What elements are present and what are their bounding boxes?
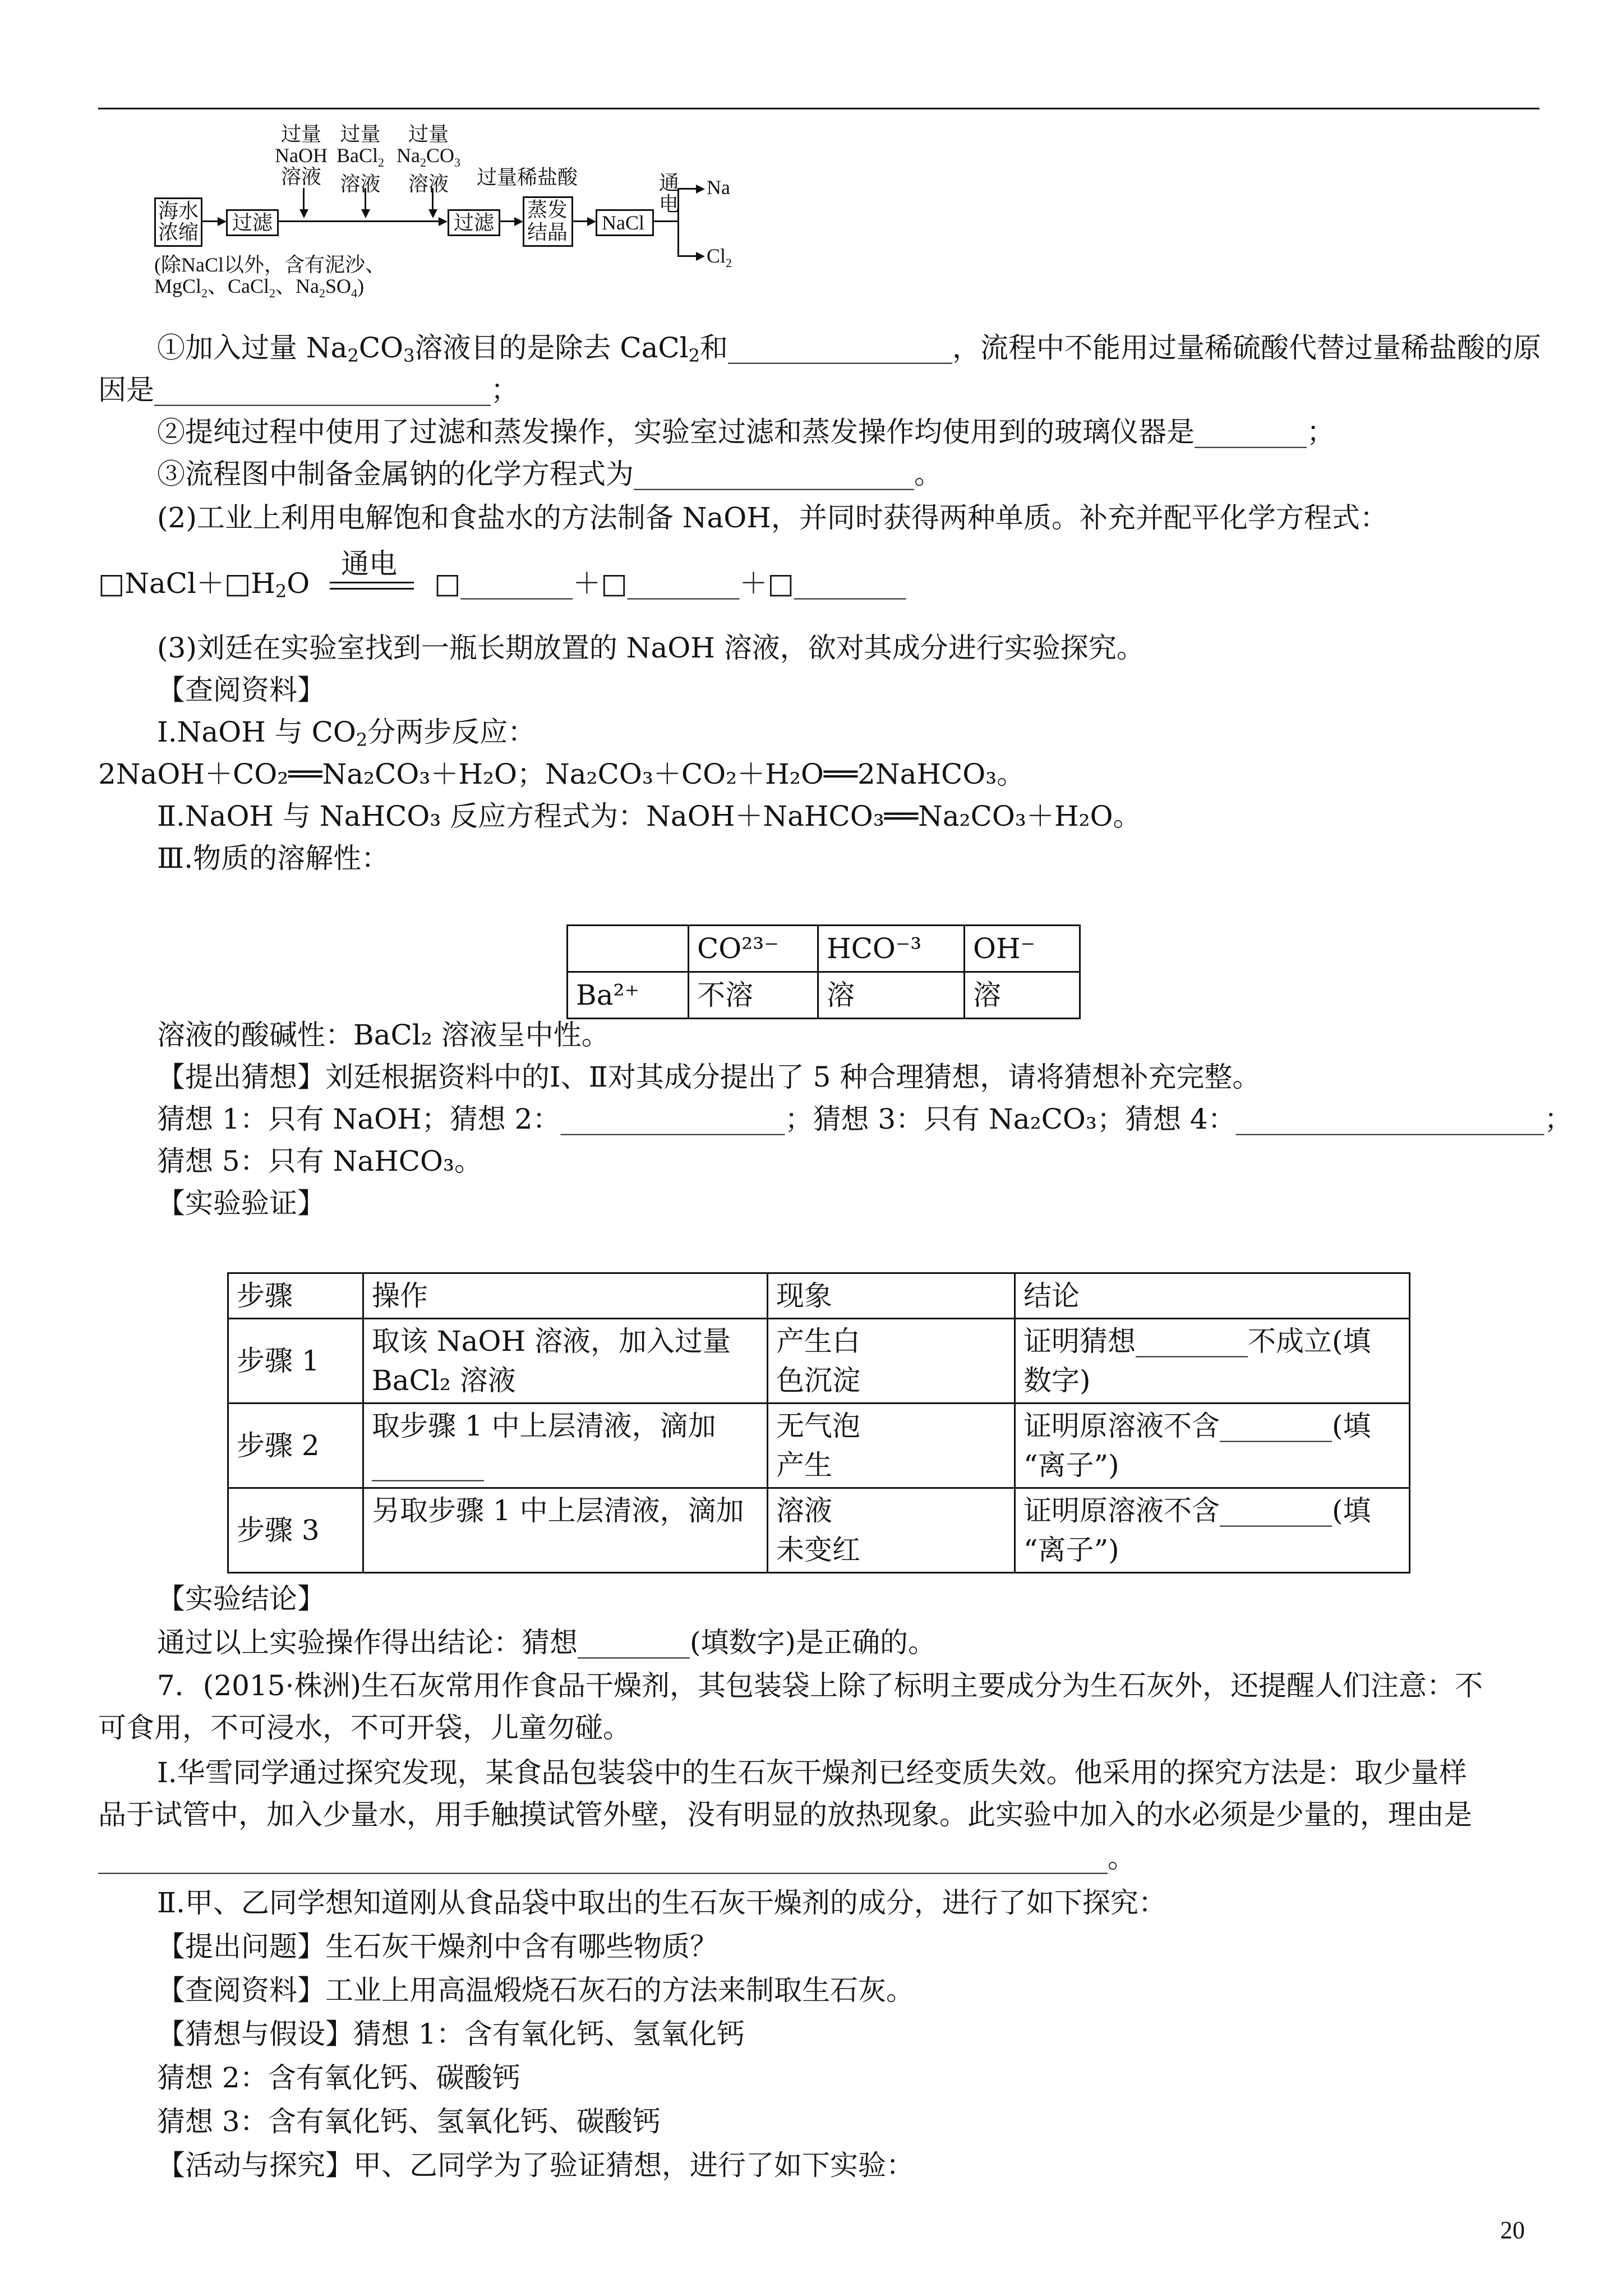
conclusion-heading: 【实验结论】 [157, 1582, 325, 1615]
q2-line: ②提纯过程中使用了过滤和蒸发操作，实验室过滤和蒸发操作均使用到的玻璃仪器是________； [157, 416, 1335, 448]
sol-cell: 溶 [818, 972, 965, 1019]
hypothesis-line: 猜想 1：只有 NaOH；猜想 2：________________；猜想 3：只有 Na₂CO₃；猜想 4：______________________； [157, 1103, 1573, 1135]
experiment-table [227, 1272, 1410, 1573]
q1-line1: ①加入过量 $Na_2CO_3$溶液目的是除去 CaCl$_2$和________________，流程中不能用过量稀硫酸代替过量稀盐酸的原 [157, 332, 1541, 366]
q3-line: ③流程图中制备金属钠的化学方程式为____________________。 [157, 458, 942, 490]
resource-3: Ⅱ.NaOH 与 NaHCO₃ 反应方程式为：NaOH＋NaHCO₃══Na₂CO₃＋H₂O。 [157, 800, 1141, 832]
resource-1: Ⅰ.NaOH 与 $CO_2$分两步反应： [157, 716, 536, 751]
box-seawater: 海水 浓缩 [154, 197, 202, 247]
sol-row-ba: Ba²⁺ [568, 972, 689, 1019]
q7-line4: 品于试管中，加入少量水，用手触摸试管外壁，没有明显的放热现象。此实验中加入的水必须是少量的，理由是 [98, 1798, 1472, 1831]
arrow-4 [571, 220, 594, 222]
q7-guess3: 猜想 3：含有氧化钙、氢氧化钙、碳酸钙 [157, 2105, 661, 2138]
exp-header-step: 步骤 [228, 1273, 363, 1319]
acidity-line: 溶液的酸碱性：BaCl₂ 溶液呈中性。 [157, 1019, 610, 1051]
arrow-3 [499, 220, 521, 222]
exp-header-phenomenon: 现象 [768, 1273, 1015, 1319]
box-filter-2: 过滤 [448, 209, 500, 236]
verify-heading: 【实验验证】 [157, 1187, 325, 1220]
arrow-1 [201, 220, 224, 222]
sol-cell: 溶 [965, 972, 1080, 1019]
reagent-na2co3: 过量 $Na_2CO_3$ 溶液 [396, 123, 460, 195]
arrow-naoh [303, 188, 305, 216]
resource-4: Ⅲ.物质的溶解性： [157, 842, 390, 875]
reagent-bacl2: 过量 BaCl$_2$ 溶液 [336, 123, 385, 195]
conclusion-line: 通过以上实验操作得出结论：猜想________(填数字)是正确的。 [157, 1626, 937, 1659]
equation: $□NaCl+□H_2O$ 通电 □________＋□________＋□________ [98, 547, 906, 602]
box-filter-1: 过滤 [226, 209, 279, 236]
flow-diagram [146, 121, 774, 334]
sol-header-oh: OH⁻ [965, 926, 1080, 972]
table-row: 步骤 3 另取步骤 1 中上层清液，滴加 溶液 未变红 证明原溶液不含________(填 “离子”) [228, 1488, 1410, 1573]
header-rule [98, 108, 1539, 109]
arrow-bacl2 [365, 188, 366, 216]
resource-2: 2NaOH＋CO₂══Na₂CO₃＋H₂O；Na₂CO₃＋CO₂＋H₂O══2NaHCO₃。 [98, 758, 1025, 790]
product-na: Na [707, 176, 730, 199]
q7-line3: Ⅰ.华雪同学通过探究发现，某食品包装袋中的生石灰干燥剂已经变质失效。他采用的探究方法是：取少量样 [157, 1756, 1467, 1789]
q1-line2: 因是________________________； [98, 374, 519, 406]
page-number: 20 [1500, 2216, 1525, 2244]
q7-lookup: 【查阅资料】工业上用高温煅烧石灰石的方法来制取生石灰。 [157, 1974, 914, 2007]
exp-header-conclusion: 结论 [1015, 1273, 1410, 1319]
sol-header-co3: CO²³⁻ [689, 926, 818, 972]
table-row: 步骤 2 取步骤 1 中上层清液，滴加 ________ 无气泡 产生 证明原溶液不含________(填 “离子”) [228, 1404, 1410, 1488]
box-evaporation: 蒸发 结晶 [523, 196, 573, 247]
hypothesis-5: 猜想 5：只有 NaHCO₃。 [157, 1145, 483, 1177]
q7-guess2: 猜想 2：含有氧化钙、碳酸钙 [157, 2062, 520, 2094]
q7-line2: 可食用，不可浸水，不可开袋，儿童勿碰。 [98, 1711, 631, 1744]
q7-line6: Ⅱ.甲、乙同学想知道刚从食品袋中取出的生石灰干燥剂的成分，进行了如下探究： [157, 1887, 1166, 1919]
q7-line5: ________________________________________________________________________。 [98, 1842, 1136, 1874]
table-row: 步骤 1 取该 NaOH 溶液，加入过量 BaCl₂ 溶液 产生白 色沉淀 证明猜想________不成立(填 数字) [228, 1319, 1410, 1404]
arrow-cl2 [677, 255, 703, 257]
reagent-naoh: 过量 NaOH 溶液 [275, 123, 328, 188]
box-nacl: NaCl [596, 209, 654, 236]
part3-line: (3)刘廷在实验室找到一瓶长期放置的 NaOH 溶液，欲对其成分进行实验探究。 [157, 632, 1145, 664]
exp-header-operation: 操作 [363, 1273, 768, 1319]
arrow-2 [277, 220, 445, 222]
q7-line1: 7．(2015·株洲)生石灰常用作食品干燥剂，其包装袋上除了标明主要成分为生石灰外，还提醒人们注意：不 [157, 1669, 1483, 1702]
electrolysis-label: 通 电 [659, 172, 680, 215]
reagent-hcl: 过量稀盐酸 [477, 166, 578, 188]
sol-header-hco3: HCO⁻³ [818, 926, 965, 972]
hypothesis-title: 【提出猜想】刘廷根据资料中的Ⅰ、Ⅱ对其成分提出了 5 种合理猜想，请将猜想补充完整。 [157, 1061, 1261, 1093]
arrow-na2co3 [432, 188, 434, 216]
impurity-note: (除NaCl以外，含有泥沙、 MgCl$_2$、CaCl$_2$、$Na_2SO_4$) [154, 254, 385, 300]
solubility-table [566, 924, 1081, 1019]
product-cl2: $Cl_2$ [707, 245, 732, 270]
sol-header-empty [568, 926, 689, 972]
arrow-na [677, 188, 703, 190]
sol-cell: 不溶 [689, 972, 818, 1019]
lookup-heading-1: 【查阅资料】 [157, 674, 325, 706]
q7-guess1: 【猜想与假设】猜想 1：含有氧化钙、氢氧化钙 [157, 2018, 745, 2050]
q7-activity: 【活动与探究】甲、乙同学为了验证猜想，进行了如下实验： [157, 2149, 914, 2182]
part2-line: (2)工业上利用电解饱和食盐水的方法制备 NaOH，并同时获得两种单质。补充并配平化学方程式： [157, 501, 1388, 534]
q7-question: 【提出问题】生石灰干燥剂中含有哪些物质？ [157, 1930, 718, 1963]
